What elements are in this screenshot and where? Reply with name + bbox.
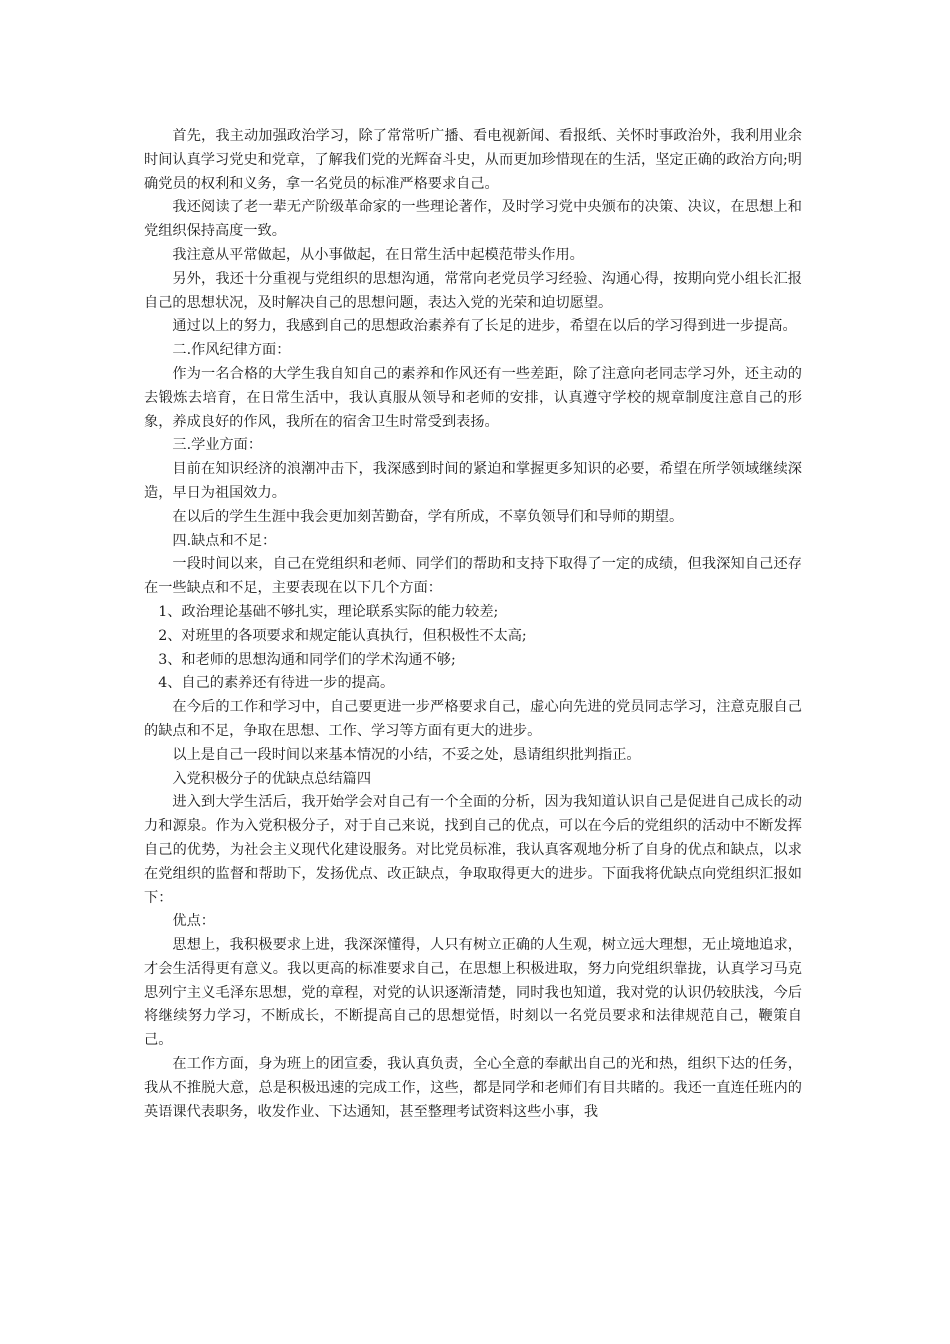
paragraph: 通过以上的努力，我感到自己的思想政治素养有了长足的进步，希望在以后的学习得到进一步提高。 bbox=[172, 318, 797, 335]
paragraph: 在工作方面，身为班上的团宣委，我认真负责，全心全意的奉献出自己的光和热，组织下达的任务，我从不推脱大意，总是积极迅速的完成工作，这些，都是同学和老师们有目共睹的。我还一直连任班内的英语课代表职务，收发作业、下达通知，甚至整理考试资料这些小事，我 bbox=[144, 1056, 802, 1120]
paragraph: 在以后的学生生涯中我会更加刻苦勤奋，学有所成，不辜负领导们和导师的期望。 bbox=[172, 508, 684, 525]
paragraph: 在今后的工作和学习中，自己要更进一步严格要求自己，虚心向先进的党员同志学习，注意克服自己的缺点和不足，争取在思想、工作、学习等方面有更大的进步。 bbox=[144, 699, 802, 739]
list-item: 4、自己的素养还有待进一步的提高。 bbox=[158, 675, 395, 692]
list-item: 1、政治理论基础不够扎实，理论联系实际的能力较差; bbox=[158, 603, 499, 620]
paragraph: 另外，我还十分重视与党组织的思想沟通，常常向老党员学习经验、沟通心得，按期向党小组长汇报自己的思想状况，及时解决自己的思想问题，表达入党的光荣和迫切愿望。 bbox=[144, 270, 802, 311]
paragraph: 思想上，我积极要求上进，我深深懂得，人只有树立正确的人生观，树立远大理想，无止境地追求，才会生活得更有意义。我以更高的标准要求自己，在思想上积极进取，努力向党组织靠拢，认真学习马克思列宁主义毛泽东思想，党的章程，对党的认识逐渐清楚，同时我也知道，我对党的认识仍较肤浅，今后将继续努力学习，不断成长，不断提高自己的思想觉悟，时刻以一名党员要求和法律规范自己，鞭策自己。 bbox=[144, 937, 802, 1049]
section-heading: 优点： bbox=[172, 913, 215, 930]
paragraph: 目前在知识经济的浪潮冲击下，我深感到时间的紧迫和掌握更多知识的必要，希望在所学领域继续深造，早日为祖国效力。 bbox=[144, 461, 802, 501]
paragraph: 进入到大学生活后，我开始学会对自己有一个全面的分析，因为我知道认识自己是促进自己成长的动力和源泉。作为入党积极分子，对于自己来说，找到自己的优点，可以在今后的党组织的活动中不断发挥自己的优势，为社会主义现代化建设服务。对比党员标准，我认真客观地分析了自身的优点和缺点，以求在党组织的监督和帮助下，发扬优点、改正缺点，争取取得更大的进步。下面我将优缺点向党组织汇报如下： bbox=[144, 794, 802, 906]
section-heading: 四.缺点和不足： bbox=[172, 532, 277, 549]
article-title: 入党积极分子的优缺点总结篇四 bbox=[172, 770, 372, 787]
section-heading: 三.学业方面： bbox=[172, 437, 263, 454]
list-item: 3、和老师的思想沟通和同学们的学术沟通不够; bbox=[158, 651, 456, 668]
paragraph: 作为一名合格的大学生我自知自己的素养和作风还有一些差距，除了注意向老同志学习外，还主动的去锻炼去培育，在日常生活中，我认真服从领导和老师的安排，认真遵守学校的规章制度注意自己的形象，养成良好的作风，我所在的宿舍卫生时常受到表扬。 bbox=[144, 365, 802, 430]
document-body bbox=[144, 125, 802, 1124]
paragraph: 我注意从平常做起，从小事做起，在日常生活中起模范带头作用。 bbox=[172, 246, 584, 263]
paragraph: 首先，我主动加强政治学习，除了常常听广播、看电视新闻、看报纸、关怀时事政治外，我利用业余时间认真学习党史和党章，了解我们党的光辉奋斗史，从而更加珍惜现在的生活，坚定正确的政治方向;明确党员的权利和义务，拿一名党员的标准严格要求自己。 bbox=[144, 128, 802, 192]
paragraph: 以上是自己一段时间以来基本情况的小结，不妥之处，恳请组织批判指正。 bbox=[172, 746, 641, 763]
paragraph: 我还阅读了老一辈无产阶级革命家的一些理论著作，及时学习党中央颁布的决策、决议，在思想上和党组织保持高度一致。 bbox=[144, 199, 802, 240]
paragraph: 一段时间以来，自己在党组织和老师、同学们的帮助和支持下取得了一定的成绩，但我深知自己还存在一些缺点和不足，主要表现在以下几个方面： bbox=[144, 556, 802, 597]
list-item: 2、对班里的各项要求和规定能认真执行，但积极性不太高; bbox=[158, 627, 527, 644]
section-heading: 二.作风纪律方面： bbox=[172, 342, 291, 359]
